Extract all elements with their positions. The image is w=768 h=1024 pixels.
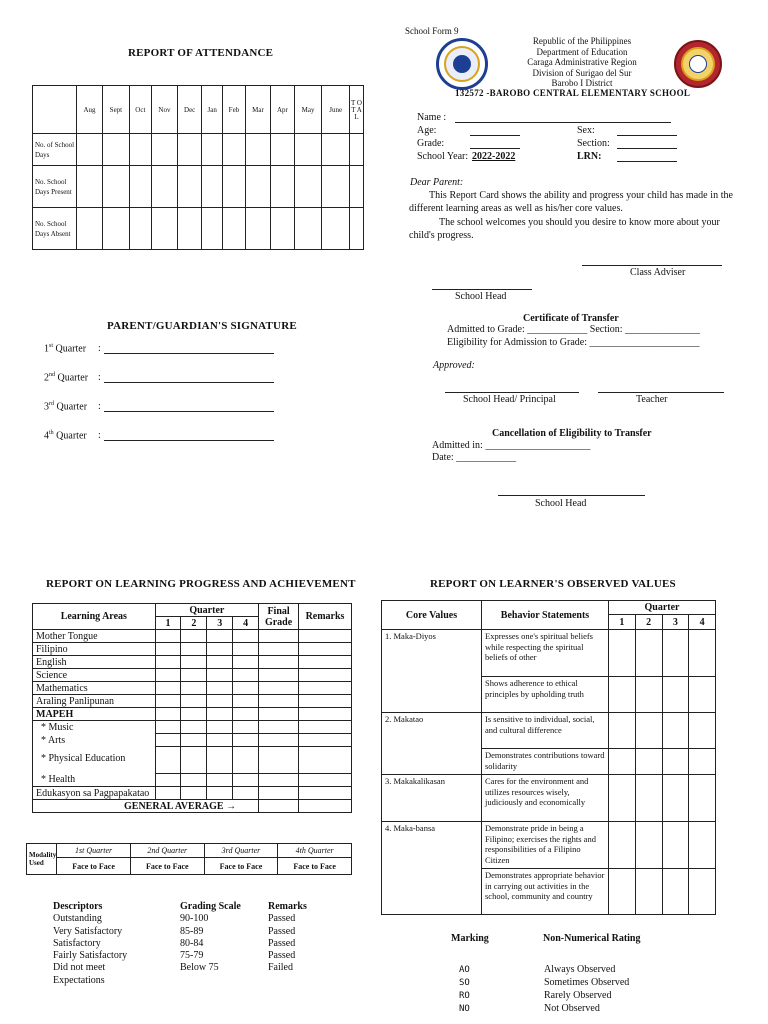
behavior-statement: Is sensitive to individual, social, and cultural difference — [482, 713, 609, 749]
values-table — [381, 600, 716, 915]
marking-header: Marking — [451, 933, 489, 944]
signature-line[interactable] — [104, 440, 274, 441]
core-value-label: 3. Makakalikasan — [382, 775, 482, 822]
sex-label: Sex: — [577, 125, 595, 136]
modality-quarter: 3rd Quarter — [204, 844, 278, 858]
signature-line[interactable] — [104, 382, 274, 383]
grade-field[interactable] — [470, 148, 520, 149]
month-header: June — [322, 86, 350, 134]
modality-value: Face to Face — [130, 858, 204, 875]
attendance-title: REPORT OF ATTENDANCE — [128, 47, 274, 59]
student-info — [417, 112, 737, 164]
attendance-row-label: No. School Days Present — [33, 166, 77, 208]
head-label: School Head — [455, 291, 507, 302]
form-label: School Form 9 — [405, 26, 459, 36]
age-label: Age: — [417, 125, 437, 136]
quarter-num: 3 — [662, 615, 689, 630]
quarter-num: 1 — [155, 617, 181, 630]
school-name: 132572 -BAROBO CENTRAL ELEMENTARY SCHOOL — [455, 88, 691, 98]
guardian-quarter-row: 2nd Quarter : — [44, 372, 284, 386]
core-value-label: 4. Maka-bansa — [382, 822, 482, 915]
subject-label: Mother Tongue — [33, 630, 156, 643]
values-title: REPORT ON LEARNER'S OBSERVED VALUES — [430, 578, 676, 590]
signature-line[interactable] — [104, 353, 274, 354]
learning-title: REPORT ON LEARNING PROGRESS AND ACHIEVEMENT — [46, 578, 356, 590]
school-year-label: School Year: — [417, 151, 469, 162]
descriptor-row: Satisfactory 80-84 Passed — [53, 937, 296, 949]
behavior-statement: Demonstrate pride in being a Filipino; exercises the rights and responsibilities of a Filipino Citizen — [482, 822, 609, 869]
teacher-label: Teacher — [636, 394, 668, 405]
behavior-statement: Cares for the environment and utilizes resources wisely, judiciously and economically — [482, 775, 609, 822]
adviser-label: Class Adviser — [630, 267, 686, 278]
month-header: Sept — [103, 86, 130, 134]
descriptor-table — [53, 901, 323, 987]
principal-signature-line[interactable] — [445, 392, 579, 393]
quarter-num: 4 — [689, 615, 716, 630]
month-header: Oct — [129, 86, 151, 134]
signature-line[interactable] — [104, 411, 274, 412]
month-header: May — [294, 86, 322, 134]
teacher-signature-line[interactable] — [598, 392, 724, 393]
attendance-corner-cell — [33, 86, 77, 134]
learning-areas-header: Learning Areas — [33, 604, 156, 630]
quarter-num: 1 — [609, 615, 636, 630]
month-header: Dec — [177, 86, 201, 134]
descriptor-row: Fairly Satisfactory 75-79 Passed — [53, 950, 296, 962]
mapeh-components: * Music * Arts * Physical Education * Health — [33, 721, 156, 787]
school-year-value: 2022-2022 — [472, 151, 516, 162]
month-header: Nov — [151, 86, 177, 134]
total-header: T O T A L — [350, 86, 364, 134]
section-field[interactable] — [617, 148, 677, 149]
school-seal-icon — [674, 40, 722, 88]
cancellation-title: Cancellation of Eligibility to Transfer — [492, 428, 652, 439]
lrn-field[interactable] — [617, 161, 677, 162]
modality-quarter: 1st Quarter — [57, 844, 131, 858]
month-header: Aug — [77, 86, 103, 134]
principal-label: School Head/ Principal — [463, 394, 556, 405]
guardian-quarter-row: 3rd Quarter : — [44, 401, 284, 415]
subject-label: Araling Panlipunan — [33, 695, 156, 708]
section-label: Section: — [577, 138, 610, 149]
cancellation-date: Date: ____________ — [432, 452, 517, 463]
descriptor-row: Outstanding 90-100 Passed — [53, 913, 296, 925]
name-label: Name : — [417, 112, 447, 123]
grade-label: Grade: — [417, 138, 445, 149]
quarter-num: 4 — [233, 617, 259, 630]
cancellation-head-label: School Head — [535, 498, 587, 509]
quarter-header: Quarter — [155, 604, 259, 617]
guardian-quarter-row: 4th Quarter : — [44, 430, 284, 444]
core-value-label: 2. Makatao — [382, 713, 482, 775]
behavior-statement: Expresses one's spiritual beliefs while respecting the spiritual beliefs of other — [482, 630, 609, 677]
behavior-statement: Shows adherence to ethical principles by upholding truth — [482, 677, 609, 713]
descriptor-row: Did not meet Below 75 Failed — [53, 962, 293, 974]
age-field[interactable] — [470, 135, 520, 136]
letter-paragraph: This Report Card shows the ability and progress your child has made in the different learning areas as well as his/her core values. — [409, 190, 733, 214]
month-header: Jan — [202, 86, 223, 134]
lrn-label: LRN: — [577, 151, 602, 162]
cancellation-signature-line[interactable] — [498, 495, 645, 496]
behavior-statement: Demonstrates appropriate behavior in carrying out activities in the school, community and country — [482, 869, 609, 915]
transfer-admitted: Admitted to Grade: ____________ Section: _______________ — [447, 324, 701, 335]
modality-table — [26, 843, 352, 875]
marking-row: NO Not Observed — [459, 1003, 600, 1014]
cancellation-admitted: Admitted in: _____________________ — [432, 440, 591, 451]
marking-list — [459, 963, 639, 1015]
subject-label: Filipino — [33, 643, 156, 656]
marking-row: SO Sometimes Observed — [459, 977, 630, 988]
modality-quarter: 2nd Quarter — [130, 844, 204, 858]
subject-label: Science — [33, 669, 156, 682]
modality-label: Modality Used — [27, 844, 57, 875]
attendance-row-label: No. School Days Absent — [33, 208, 77, 250]
letter-greeting: Dear Parent: — [410, 177, 464, 188]
month-header: Apr — [271, 86, 295, 134]
head-signature-line[interactable] — [432, 289, 532, 290]
quarter-num: 2 — [181, 617, 207, 630]
learning-table — [32, 603, 352, 813]
rating-header: Non-Numerical Rating — [543, 933, 641, 944]
approved-label: Approved: — [433, 360, 475, 371]
header-lines: Republic of the Philippines Department of Education Caraga Administrative Region Division of Surigao del Sur Barobo I District — [527, 36, 637, 88]
subject-label: Edukasyon sa Pagpapakatao — [33, 787, 156, 800]
adviser-signature-line[interactable] — [582, 265, 722, 266]
letter-paragraph: The school welcomes you should you desire to know more about your child's progress. — [409, 217, 720, 241]
descriptor-row: Very Satisfactory 85-89 Passed — [53, 925, 296, 937]
quarter-num: 2 — [635, 615, 662, 630]
core-values-header: Core Values — [382, 601, 482, 630]
remarks-header: Remarks — [299, 604, 352, 630]
name-field[interactable] — [455, 122, 671, 123]
core-value-label: 1. Maka-Diyos — [382, 630, 482, 713]
sex-field[interactable] — [617, 135, 677, 136]
modality-value: Face to Face — [278, 858, 352, 875]
quarter-num: 3 — [207, 617, 233, 630]
values-quarter-header: Quarter — [609, 601, 716, 615]
descriptor-row: Expectations — [53, 974, 105, 986]
behavior-statement: Demonstrates contributions toward solidarity — [482, 749, 609, 775]
behavior-header: Behavior Statements — [482, 601, 609, 630]
marking-row: AO Always Observed — [459, 964, 616, 975]
month-header: Feb — [222, 86, 245, 134]
general-average-label: GENERAL AVERAGE → — [33, 800, 259, 813]
attendance-row-label: No. of School Days — [33, 134, 77, 166]
transfer-eligibility: Eligibility for Admission to Grade: ______________________ — [447, 337, 700, 348]
transfer-title: Certificate of Transfer — [523, 313, 619, 324]
month-header: Mar — [245, 86, 270, 134]
modality-value: Face to Face — [204, 858, 278, 875]
modality-value: Face to Face — [57, 858, 131, 875]
subject-label: English — [33, 656, 156, 669]
descriptor-header: Descriptors Grading Scale Remarks — [53, 901, 307, 912]
final-grade-header: Final Grade — [259, 604, 299, 630]
guardian-title: PARENT/GUARDIAN'S SIGNATURE — [107, 320, 297, 332]
marking-row: RO Rarely Observed — [459, 990, 612, 1001]
subject-label: Mathematics — [33, 682, 156, 695]
modality-quarter: 4th Quarter — [278, 844, 352, 858]
guardian-quarter-row: 1st Quarter : — [44, 343, 284, 357]
attendance-table — [32, 85, 364, 250]
mapeh-label: MAPEH — [33, 708, 156, 721]
deped-seal-icon — [436, 38, 488, 90]
guardian-quarter-list — [44, 343, 284, 453]
